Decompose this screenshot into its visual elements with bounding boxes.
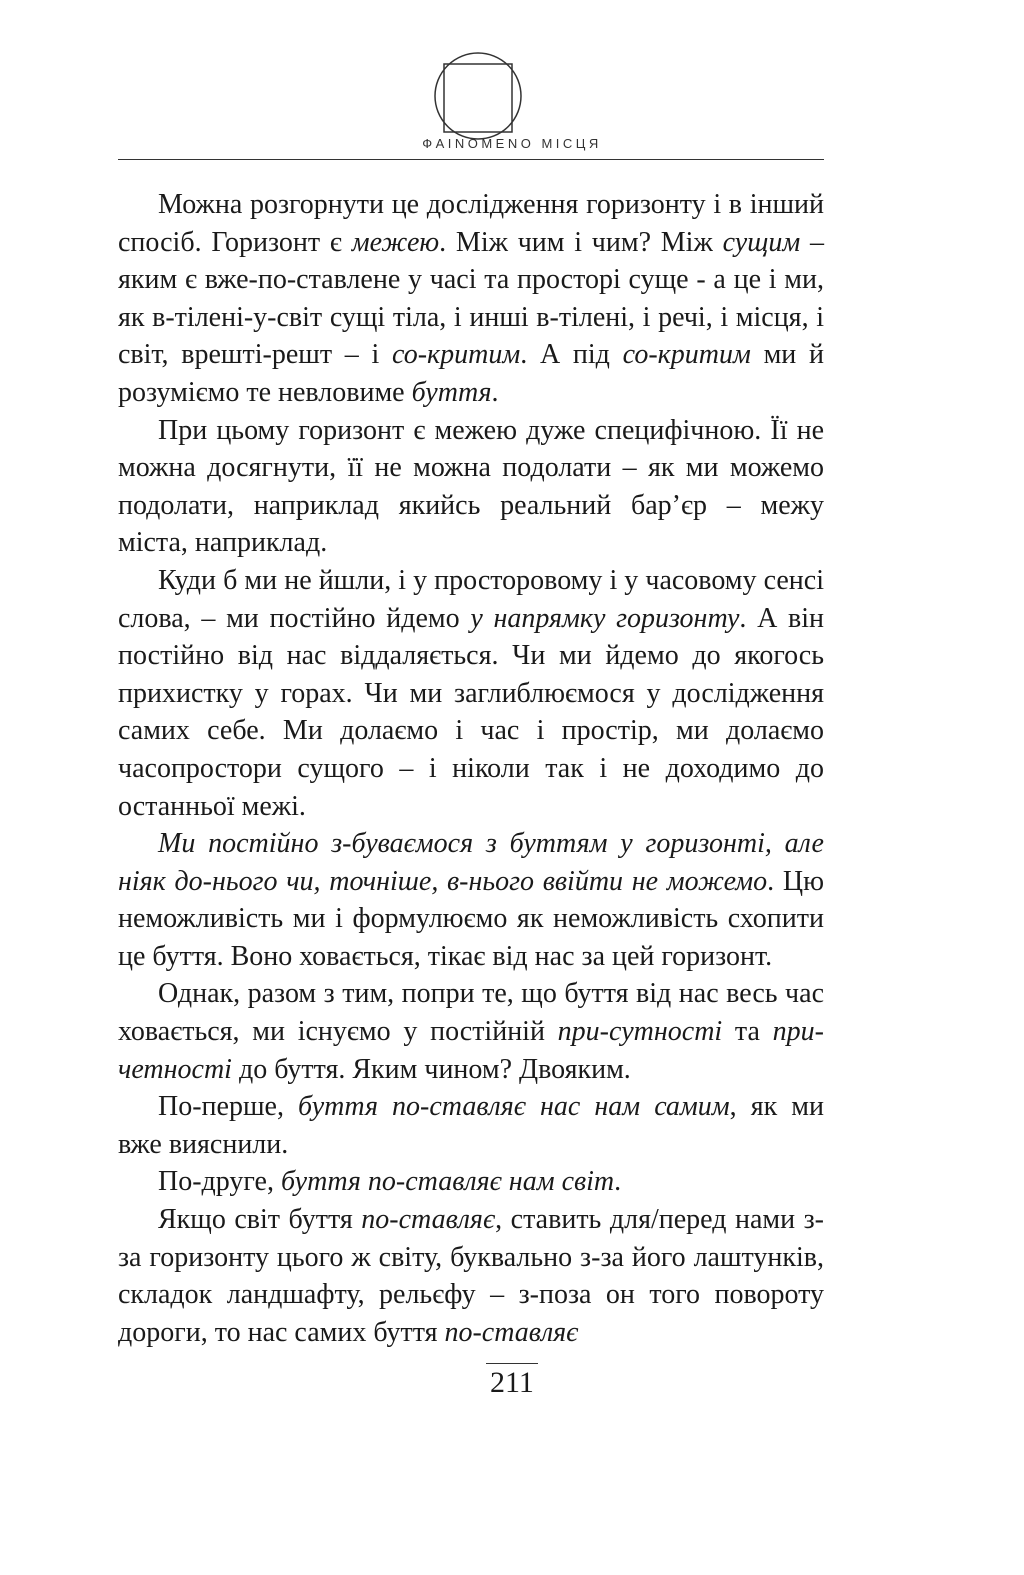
text-run: до буття. Яким чином? Двояким. [231,1053,631,1085]
text-run: . А під [520,339,623,371]
italic-run: буття [411,376,492,408]
paragraph [118,412,824,562]
circle-square-emblem-icon [432,50,524,142]
paragraph [118,825,824,975]
text-run: ми й розуміємо те невловиме [118,339,824,408]
text-run: Куди б ми не йшли, і у просторовому і у часовому сенсі слова, – ми постійно йдемо [118,564,824,634]
text-run: Якщо світ буття [158,1204,362,1236]
italic-run: по-ставляє [444,1316,579,1348]
text-run: . Між чим і чим? Між [439,226,723,258]
text-run: По-перше, [158,1091,299,1123]
page-number-value: 211 [486,1363,538,1399]
text-run: По-друге, [158,1166,281,1198]
text-run: та [722,1016,773,1048]
paragraph [118,562,824,825]
text-run: . Цю неможливість ми і формулюємо як неможливість схопити це буття. Воно ховається, тікає від нас за цей горизонт. [118,865,824,972]
italic-run: буття по-ставляє нам світ [280,1166,615,1198]
header-rule [118,159,824,160]
paragraph [118,186,824,412]
text-run: . А він постійно від нас віддаляється. Чи ми йдемо до якогось прихистку у горах. Чи ми заглиблюємося у дослідження самих себе. Ми долаємо і час і простір, ми долаємо часопростори сущого – і ніколи так і не доходимо до останньої межі. [118,602,824,822]
paragraph [118,1201,824,1351]
text-run: Однак, разом з тим, попри те, що буття від нас весь час ховається, ми існуємо у постійній [118,978,824,1048]
text-run: , ставить для/перед нами з-за горизонту цього ж світу, буквально з-за його лаштунків, складок ландшафту, рельєфу – з-поза он того повороту дороги, то нас самих буття [118,1204,824,1348]
body-text [118,186,824,1351]
italic-run: у напрямку горизонту [470,602,740,634]
running-head-title: ФAINOMENO МІСЦЯ [422,136,602,151]
text-run: , як ми вже вияснили. [118,1091,824,1160]
italic-run: при-четності [118,1016,824,1085]
italic-run: Ми постійно з-буваємося з буттям у горизонті, але ніяк до-нього чи, точніше, в-нього ввійти не можемо [118,828,824,897]
italic-run: со-критим [391,339,521,371]
paragraph [118,975,824,1088]
text-run: . [614,1166,622,1198]
text-run: При цьому горизонт є межею дуже специфічною. Її не можна досягнути, її не можна подолати – як ми можемо подолати, наприклад якийсь реальний бар’єр – межу міста, наприклад. [118,414,824,559]
text-run: Можна розгорнути це дослідження горизонту і в інший спосіб. Горизонт є [118,189,824,258]
paragraph [118,1163,824,1201]
italic-run: межею [351,226,440,258]
text-run: – яким є вже-по-ставлене у часі та просторі суще - а це і ми, як в-тілені-у-світ сущі тіла, і инші в-тілені, і речі, і місця, і світ, врешті-решт – і [118,226,824,371]
italic-run: по-ставляє [361,1204,496,1236]
page-number [0,1366,1024,1400]
italic-run: сущим [722,226,801,258]
italic-run: буття по-ставляє нас нам самим [298,1091,730,1123]
paragraph [118,1088,824,1163]
text-run: . [491,376,499,408]
italic-run: со-критим [622,339,751,371]
italic-run: при-сутності [557,1016,723,1048]
